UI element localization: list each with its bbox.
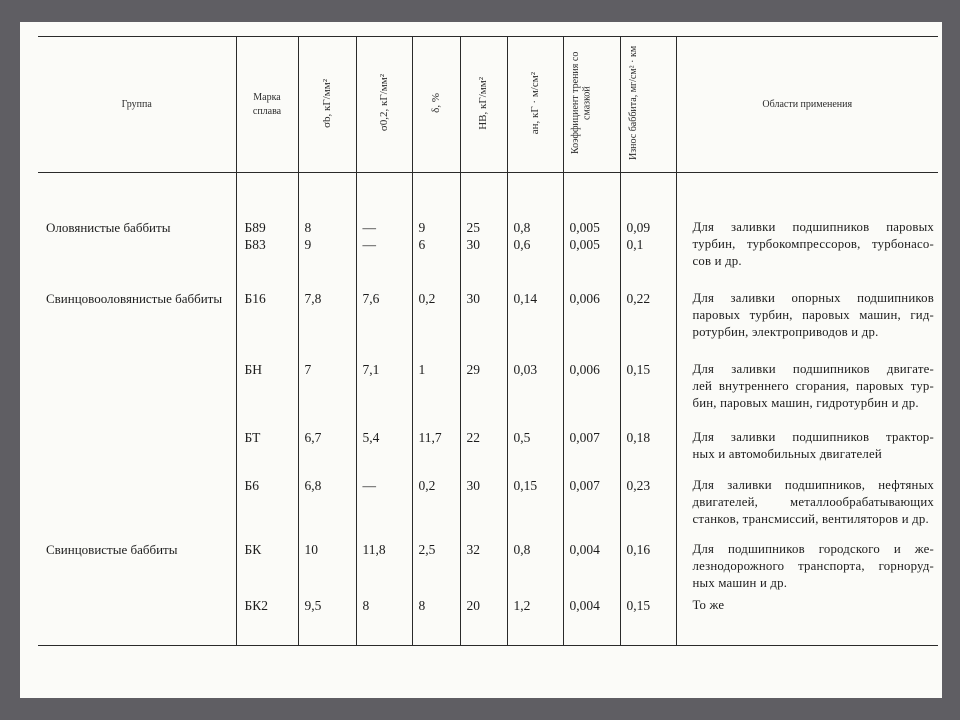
cell-mark: [236, 352, 298, 421]
value-line: 0,006: [569, 291, 600, 306]
cell-mark: [236, 173, 298, 282]
cell-friction: [563, 533, 620, 593]
value-line: 0,007: [569, 430, 600, 445]
value-line: БК2: [244, 598, 269, 613]
cell-area: [676, 173, 938, 282]
value-line: БН: [244, 362, 263, 377]
cell-sigma-b: [298, 173, 356, 282]
value-line: 0,2: [418, 291, 436, 306]
cell-an: [507, 593, 563, 646]
cell-sigma-b: [298, 352, 356, 421]
babbit-properties-table: [38, 36, 938, 646]
value-line: 0,23: [626, 478, 651, 493]
value-line: 7,6: [362, 291, 380, 306]
cell-delta: [412, 173, 460, 282]
cell-wear: [620, 593, 676, 646]
cell-friction: [563, 352, 620, 421]
cell-an: [507, 173, 563, 282]
table-row: [38, 533, 938, 593]
value-line: 6,7: [304, 430, 322, 445]
cell-wear: [620, 281, 676, 352]
cell-sigma-b: [298, 533, 356, 593]
cell-hb: [460, 593, 507, 646]
cell-delta: [412, 352, 460, 421]
cell-sigma-b: [298, 421, 356, 469]
cell-group: [38, 173, 236, 282]
cell-sigma-b: [298, 281, 356, 352]
value-line: 29: [466, 362, 480, 377]
cell-group: [38, 281, 236, 352]
value-line: 0,16: [626, 542, 651, 557]
table-header-row: [38, 37, 938, 173]
cell-delta: [412, 469, 460, 533]
value-line: 0,004: [569, 598, 600, 613]
group-name: Свинцовистые баббиты: [46, 542, 178, 557]
value-line: 11,8: [362, 542, 386, 557]
cell-an: [507, 281, 563, 352]
cell-hb: [460, 469, 507, 533]
area-line: станков, трансмиссий, вентиляторов и др.: [692, 512, 929, 526]
area-line: Для заливки опорных подшипников: [692, 291, 934, 305]
header-hb: HB, кГ/мм²: [460, 37, 507, 173]
cell-sigma-02: [356, 421, 412, 469]
value-line: Б83: [244, 237, 266, 252]
cell-group: [38, 593, 236, 646]
area-line: турбин, турбокомпрессоров, турбонасо-: [692, 237, 934, 251]
header-delta: δ, %: [412, 37, 460, 173]
cell-wear: [620, 469, 676, 533]
header-sigma-02: σ0,2, кГ/мм²: [356, 37, 412, 173]
value-line: 2,5: [418, 542, 436, 557]
cell-delta: [412, 533, 460, 593]
value-line: 0,15: [626, 362, 651, 377]
value-line: 30: [466, 478, 480, 493]
value-line: Б16: [244, 291, 266, 306]
value-line: 0,004: [569, 542, 600, 557]
cell-friction: [563, 173, 620, 282]
header-sigma-b: σb, кГ/мм²: [298, 37, 356, 173]
cell-group: [38, 469, 236, 533]
value-line: 1: [418, 362, 426, 377]
cell-an: [507, 469, 563, 533]
cell-group: [38, 533, 236, 593]
cell-an: [507, 533, 563, 593]
cell-friction: [563, 281, 620, 352]
value-line: 0,14: [513, 291, 538, 306]
cell-wear: [620, 173, 676, 282]
value-line: 0,005: [569, 237, 600, 252]
area-line: ных машин и др.: [692, 576, 788, 590]
area-line: Для подшипников городского и же-: [692, 542, 934, 556]
value-line: 10: [304, 542, 318, 557]
cell-area: [676, 421, 938, 469]
area-line: паровых турбин, паровых машин, гид-: [692, 308, 934, 322]
value-line: 22: [466, 430, 480, 445]
header-friction: Коэффициент трения со смазкой: [563, 37, 620, 173]
cell-area: [676, 469, 938, 533]
value-line: 20: [466, 598, 480, 613]
value-line: БТ: [244, 430, 261, 445]
area-line: Для заливки подшипников двигате-: [692, 362, 934, 376]
cell-area: [676, 533, 938, 593]
value-line: 0,18: [626, 430, 651, 445]
cell-delta: [412, 281, 460, 352]
value-line: 11,7: [418, 430, 442, 445]
value-line: 0,09: [626, 220, 651, 235]
document-page: [20, 22, 942, 698]
area-line: двигателей, металлообрабатывающих: [692, 495, 934, 509]
value-line: 0,007: [569, 478, 600, 493]
cell-mark: [236, 469, 298, 533]
value-line: 30: [466, 291, 480, 306]
value-line: Б6: [244, 478, 260, 493]
table-row: [38, 469, 938, 533]
value-line: 0,006: [569, 362, 600, 377]
table-row: [38, 421, 938, 469]
table-row: [38, 352, 938, 421]
value-line: 25: [466, 220, 480, 235]
area-line: лей внутреннего сгорания, паровых тур-: [692, 379, 934, 393]
cell-area: [676, 352, 938, 421]
value-line: 8: [304, 220, 312, 235]
header-mark: Марка сплава: [236, 37, 298, 173]
cell-friction: [563, 469, 620, 533]
value-line: 8: [362, 598, 370, 613]
cell-sigma-b: [298, 469, 356, 533]
area-line: Для заливки подшипников трактор-: [692, 430, 934, 444]
area-line: Для заливки подшипников паровых: [692, 220, 934, 234]
cell-hb: [460, 173, 507, 282]
cell-sigma-02: [356, 281, 412, 352]
cell-delta: [412, 593, 460, 646]
value-line: 5,4: [362, 430, 380, 445]
cell-sigma-02: [356, 533, 412, 593]
value-line: 9: [304, 237, 312, 252]
value-line: 0,1: [626, 237, 644, 252]
value-line: 0,6: [513, 237, 531, 252]
cell-hb: [460, 281, 507, 352]
cell-sigma-02: [356, 593, 412, 646]
value-line: 0,15: [626, 598, 651, 613]
value-line: 0,005: [569, 220, 600, 235]
value-line: 7,8: [304, 291, 322, 306]
cell-sigma-02: [356, 469, 412, 533]
cell-wear: [620, 533, 676, 593]
value-line: —: [362, 220, 376, 235]
value-line: 7: [304, 362, 312, 377]
value-line: Б89: [244, 220, 266, 235]
value-line: 0,2: [418, 478, 436, 493]
value-line: 9: [418, 220, 426, 235]
cell-hb: [460, 421, 507, 469]
group-name: Оловянистые баббиты: [46, 220, 171, 235]
area-line: ных и автомобильных двигателей: [692, 447, 882, 461]
header-an: aн, кГ · м/см²: [507, 37, 563, 173]
cell-friction: [563, 593, 620, 646]
value-line: 0,22: [626, 291, 651, 306]
value-line: 0,03: [513, 362, 538, 377]
cell-area: [676, 281, 938, 352]
value-line: —: [362, 478, 376, 493]
cell-mark: [236, 281, 298, 352]
cell-wear: [620, 352, 676, 421]
area-line: бин, паровых машин, гидротурбин и др.: [692, 396, 919, 410]
value-line: 0,8: [513, 542, 531, 557]
cell-group: [38, 421, 236, 469]
cell-sigma-02: [356, 173, 412, 282]
cell-an: [507, 421, 563, 469]
cell-area: [676, 593, 938, 646]
area-line: Для заливки подшипников, нефтяных: [692, 478, 934, 492]
header-wear: Износ баббита, мг/см² · км: [620, 37, 676, 173]
value-line: 1,2: [513, 598, 531, 613]
value-line: 9,5: [304, 598, 322, 613]
cell-mark: [236, 593, 298, 646]
cell-delta: [412, 421, 460, 469]
value-line: 7,1: [362, 362, 380, 377]
cell-hb: [460, 352, 507, 421]
cell-hb: [460, 533, 507, 593]
value-line: 6: [418, 237, 426, 252]
table-row: [38, 173, 938, 282]
value-line: 0,5: [513, 430, 531, 445]
cell-friction: [563, 421, 620, 469]
area-line: лезнодорожного транспорта, горноруд-: [692, 559, 934, 573]
cell-mark: [236, 421, 298, 469]
value-line: 30: [466, 237, 480, 252]
group-name: Свинцовооловянистые баббиты: [46, 291, 223, 306]
header-area: Области применения: [676, 37, 938, 173]
area-line: ротурбин, электроприводов и др.: [692, 325, 879, 339]
table-row: [38, 593, 938, 646]
header-group: Группа: [38, 37, 236, 173]
value-line: БК: [244, 542, 262, 557]
cell-sigma-02: [356, 352, 412, 421]
cell-sigma-b: [298, 593, 356, 646]
value-line: 0,8: [513, 220, 531, 235]
value-line: —: [362, 237, 376, 252]
cell-group: [38, 352, 236, 421]
value-line: 8: [418, 598, 426, 613]
value-line: 0,15: [513, 478, 538, 493]
cell-mark: [236, 533, 298, 593]
area-line: То же: [692, 598, 725, 612]
value-line: 6,8: [304, 478, 322, 493]
cell-wear: [620, 421, 676, 469]
table-row: [38, 281, 938, 352]
cell-an: [507, 352, 563, 421]
area-line: сов и др.: [692, 254, 742, 268]
value-line: 32: [466, 542, 480, 557]
